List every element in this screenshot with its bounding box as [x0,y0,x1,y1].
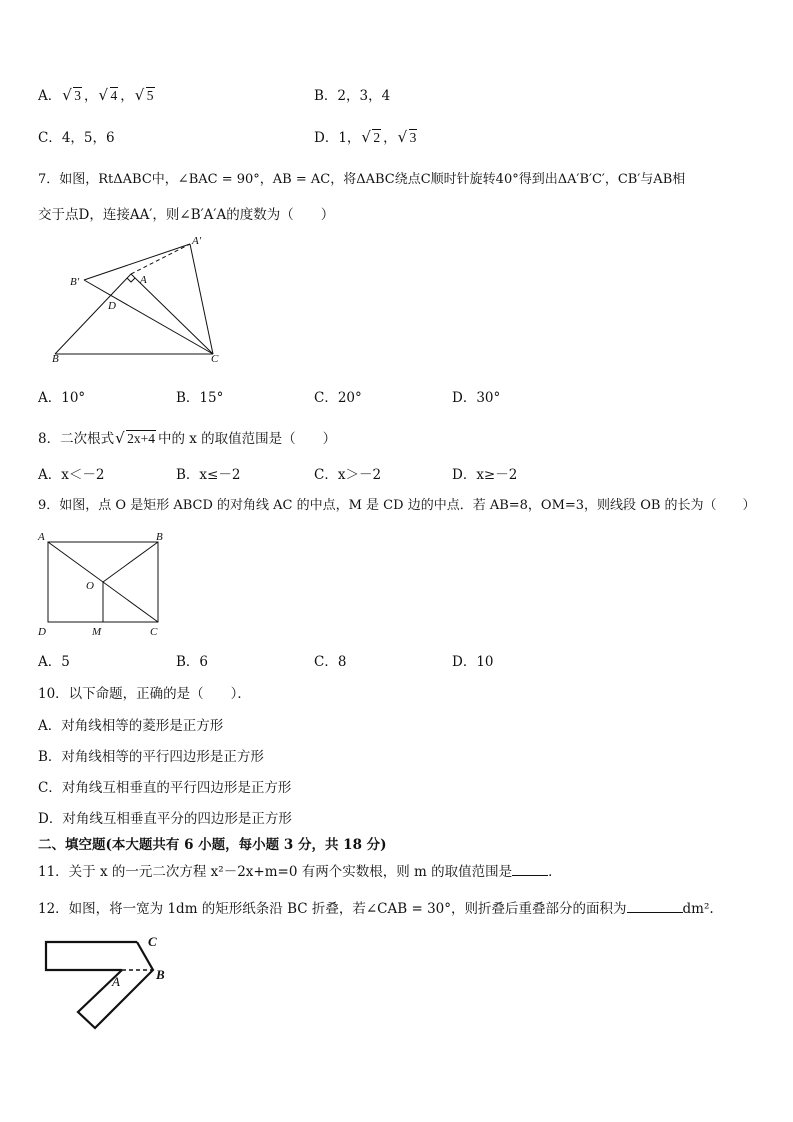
q7-option-d: D．30° [452,390,501,406]
q7-label-c: C [211,353,219,365]
q12-label-c: C [148,934,157,949]
section-2-title: 二、填空题(本大题共有 6 小题，每小题 3 分，共 18 分) [38,837,387,853]
q7-label-a-prime: A' [192,235,202,247]
q9-label-b: B [156,531,163,543]
q7-label-b: B [52,353,59,365]
q9-label-d: D [38,626,46,638]
q7-label-b-prime: B' [70,276,80,288]
q10-stem: 10．以下命题，正确的是（ ）． [38,686,251,702]
q8-stem: 8．二次根式√ 2x+4 中的 x 的取值范围是（ ） [38,429,336,449]
q8-option-c: C．x＞－2 [314,467,382,483]
q6-option-b: B．2，3，4 [314,88,391,104]
q8-option-b: B．x≤－2 [176,467,241,483]
q12-stem: 12．如图，将一宽为 1dm 的矩形纸条沿 BC 折叠，若∠CAB = 30°，则折叠后重叠部分的面积为 dm². [38,898,714,919]
q10-option-b: B．对角线相等的平行四边形是正方形 [38,749,264,765]
q7-seg-aa1-dashed [131,244,190,274]
q11-answer-blank[interactable] [512,861,548,876]
q9-option-b: B．6 [176,654,209,670]
q12-label-a: A [112,974,120,989]
q7-seg-ba [55,274,131,354]
q6-option-a: A．√ 3 ，√ 4 ，√ 5 [38,86,157,106]
q9-option-d: D．10 [452,654,494,670]
q9-option-a: A．5 [38,654,70,670]
q7-option-b: B．15° [176,390,224,406]
q9-rectangle-figure [34,527,174,639]
q10-option-d: D．对角线互相垂直平分的四边形是正方形 [38,811,292,827]
q9-label-o: O [86,580,94,592]
q10-option-a: A．对角线相等的菱形是正方形 [38,718,224,734]
q7-option-c: C．20° [314,390,362,406]
q7-right-angle-mark [127,278,135,282]
q9-label-a: A [38,531,45,543]
q12-strip-upper [46,942,137,970]
q7-seg-a1c [190,244,213,354]
q9-label-m: M [92,626,102,638]
q9-label-c: C [150,626,158,638]
q10-option-c: C．对角线互相垂直的平行四边形是正方形 [38,780,292,796]
q7-triangle-figure [40,232,240,367]
q7-stem-line1: 7．如图，RtΔABC中，∠BAC = 90°，AB = AC，将ΔABC绕点C顺时针旋转40°得到出ΔA′B′C′，CB′与AB相 [38,172,686,187]
q8-option-d: D．x≥－2 [452,467,518,483]
q9-option-c: C．8 [314,654,347,670]
q12-folded-strip-figure [40,930,180,1035]
q9-seg-ob [103,542,158,582]
q11-stem: 11．关于 x 的一元二次方程 x²－2x+m=0 有两个实数根，则 m 的取值范围是 ． [38,861,562,882]
q6-option-c: C．4，5，6 [38,130,115,146]
q7-seg-b1a1 [84,244,190,280]
q7-label-a: A [140,274,147,286]
q9-stem: 9．如图，点 O 是矩形 ABCD 的对角线 AC 的中点，M 是 CD 边的中点．若 AB=8，OM=3，则线段 OB 的长为（ ） [38,498,756,513]
q7-option-a: A．10° [38,390,86,406]
q8-option-a: A．x＜－2 [38,467,105,483]
q6-option-d: D．1，√ 2 ，√ 3 [314,128,419,148]
q12-answer-blank[interactable] [627,898,683,913]
q7-label-d: D [108,300,116,312]
q7-stem-line2: 交于点D，连接AA′，则∠B′A′A的度数为（ ） [38,207,335,223]
q12-label-b: B [156,967,165,982]
